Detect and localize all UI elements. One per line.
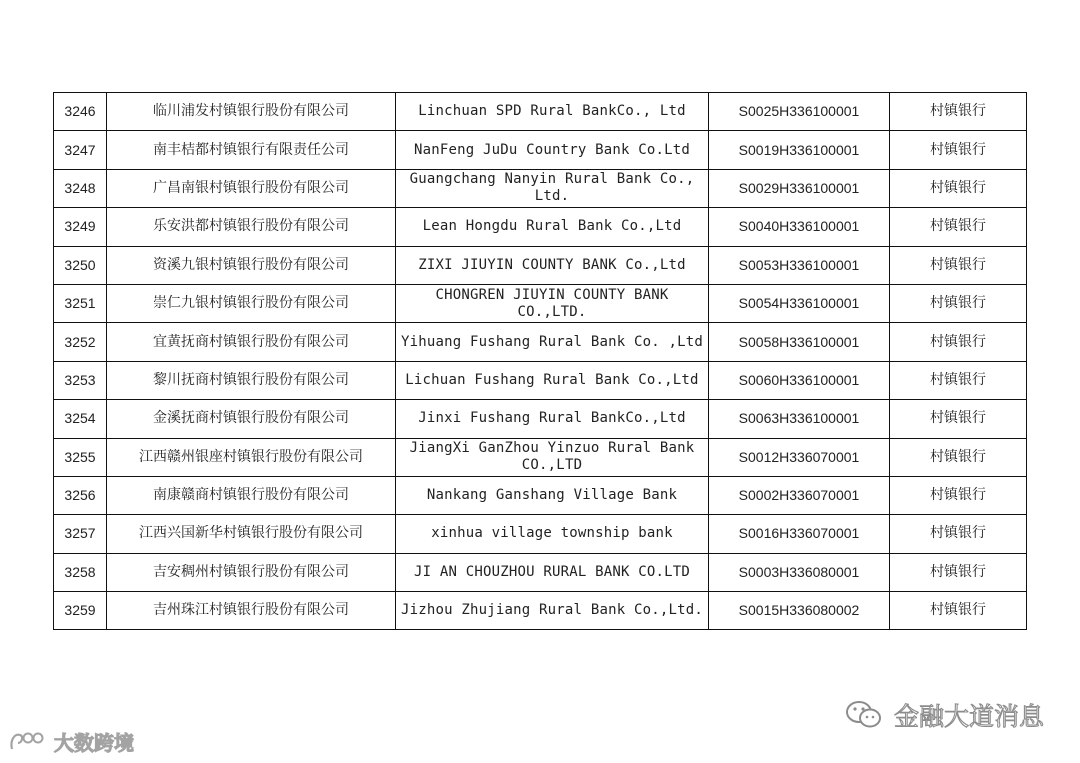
cell-license-code: S0002H336070001 <box>709 476 890 514</box>
cell-license-code: S0003H336080001 <box>709 553 890 591</box>
cell-english-name: xinhua village township bank <box>396 515 709 553</box>
cell-institution-type: 村镇银行 <box>890 515 1027 553</box>
cell-institution-type: 村镇银行 <box>890 553 1027 591</box>
cell-institution-type: 村镇银行 <box>890 438 1027 476</box>
cell-chinese-name: 南康赣商村镇银行股份有限公司 <box>107 476 396 514</box>
table-row <box>54 515 1027 553</box>
cell-institution-type: 村镇银行 <box>890 361 1027 399</box>
cell-english-name: CHONGREN JIUYIN COUNTY BANK CO.,LTD. <box>396 284 709 322</box>
table-row <box>54 476 1027 514</box>
cell-number: 3254 <box>54 400 107 438</box>
cell-institution-type: 村镇银行 <box>890 284 1027 322</box>
cell-number: 3257 <box>54 515 107 553</box>
cell-chinese-name: 崇仁九银村镇银行股份有限公司 <box>107 284 396 322</box>
cell-license-code: S0063H336100001 <box>709 400 890 438</box>
table-row <box>54 131 1027 169</box>
cell-chinese-name: 乐安洪都村镇银行股份有限公司 <box>107 208 396 246</box>
cell-number: 3252 <box>54 323 107 361</box>
cell-number: 3248 <box>54 169 107 207</box>
cell-number: 3255 <box>54 438 107 476</box>
cell-license-code: S0053H336100001 <box>709 246 890 284</box>
cell-number: 3246 <box>54 93 107 131</box>
cell-institution-type: 村镇银行 <box>890 93 1027 131</box>
cell-license-code: S0016H336070001 <box>709 515 890 553</box>
bank-list-body <box>54 93 1027 630</box>
cell-english-name: JI AN CHOUZHOU RURAL BANK CO.LTD <box>396 553 709 591</box>
cell-number: 3258 <box>54 553 107 591</box>
cell-license-code: S0029H336100001 <box>709 169 890 207</box>
cell-english-name: Linchuan SPD Rural BankCo., Ltd <box>396 93 709 131</box>
cell-number: 3256 <box>54 476 107 514</box>
cell-english-name: Lichuan Fushang Rural Bank Co.,Ltd <box>396 361 709 399</box>
table-row <box>54 246 1027 284</box>
table-row <box>54 361 1027 399</box>
cell-chinese-name: 资溪九银村镇银行股份有限公司 <box>107 246 396 284</box>
cell-institution-type: 村镇银行 <box>890 400 1027 438</box>
cell-chinese-name: 江西赣州银座村镇银行股份有限公司 <box>107 438 396 476</box>
watermark-brand <box>8 726 134 756</box>
table-row <box>54 592 1027 630</box>
cell-number: 3259 <box>54 592 107 630</box>
table-row <box>54 400 1027 438</box>
cell-chinese-name: 临川浦发村镇银行股份有限公司 <box>107 93 396 131</box>
cell-license-code: S0040H336100001 <box>709 208 890 246</box>
cell-institution-type: 村镇银行 <box>890 592 1027 630</box>
cell-english-name: JiangXi GanZhou Yinzuo Rural Bank CO.,LTD <box>396 438 709 476</box>
cell-chinese-name: 黎川抚商村镇银行股份有限公司 <box>107 361 396 399</box>
cell-license-code: S0015H336080002 <box>709 592 890 630</box>
cell-institution-type: 村镇银行 <box>890 246 1027 284</box>
table-row <box>54 438 1027 476</box>
cell-license-code: S0060H336100001 <box>709 361 890 399</box>
watermark-brand-text: 大数跨境 <box>54 730 134 755</box>
wechat-icon <box>844 699 884 731</box>
cell-institution-type: 村镇银行 <box>890 169 1027 207</box>
cell-english-name: Jinxi Fushang Rural BankCo.,Ltd <box>396 400 709 438</box>
cell-chinese-name: 宜黄抚商村镇银行股份有限公司 <box>107 323 396 361</box>
cell-license-code: S0012H336070001 <box>709 438 890 476</box>
cell-chinese-name: 金溪抚商村镇银行股份有限公司 <box>107 400 396 438</box>
cell-license-code: S0054H336100001 <box>709 284 890 322</box>
cell-english-name: Yihuang Fushang Rural Bank Co. ,Ltd <box>396 323 709 361</box>
cell-institution-type: 村镇银行 <box>890 476 1027 514</box>
cell-chinese-name: 吉州珠江村镇银行股份有限公司 <box>107 592 396 630</box>
watermark-account-text: 金融大道消息 <box>893 702 1044 731</box>
cell-english-name: ZIXI JIUYIN COUNTY BANK Co.,Ltd <box>396 246 709 284</box>
table-row <box>54 553 1027 591</box>
cell-license-code: S0025H336100001 <box>709 93 890 131</box>
cell-english-name: Lean Hongdu Rural Bank Co.,Ltd <box>396 208 709 246</box>
cell-number: 3253 <box>54 361 107 399</box>
table-row <box>54 93 1027 131</box>
cell-english-name: NanFeng JuDu Country Bank Co.Ltd <box>396 131 709 169</box>
brand-logo-icon <box>8 729 48 753</box>
cell-number: 3249 <box>54 208 107 246</box>
watermark-account <box>844 697 1044 733</box>
cell-institution-type: 村镇银行 <box>890 208 1027 246</box>
cell-number: 3251 <box>54 284 107 322</box>
cell-english-name: Guangchang Nanyin Rural Bank Co., Ltd. <box>396 169 709 207</box>
cell-english-name: Jizhou Zhujiang Rural Bank Co.,Ltd. <box>396 592 709 630</box>
table-row <box>54 284 1027 322</box>
bank-list-table <box>53 92 1027 630</box>
cell-chinese-name: 江西兴国新华村镇银行股份有限公司 <box>107 515 396 553</box>
cell-chinese-name: 吉安稠州村镇银行股份有限公司 <box>107 553 396 591</box>
cell-license-code: S0019H336100001 <box>709 131 890 169</box>
cell-institution-type: 村镇银行 <box>890 131 1027 169</box>
cell-number: 3250 <box>54 246 107 284</box>
cell-chinese-name: 广昌南银村镇银行股份有限公司 <box>107 169 396 207</box>
cell-chinese-name: 南丰桔都村镇银行有限责任公司 <box>107 131 396 169</box>
cell-number: 3247 <box>54 131 107 169</box>
cell-license-code: S0058H336100001 <box>709 323 890 361</box>
table-row <box>54 208 1027 246</box>
table-row <box>54 323 1027 361</box>
cell-english-name: Nankang Ganshang Village Bank <box>396 476 709 514</box>
cell-institution-type: 村镇银行 <box>890 323 1027 361</box>
table-row <box>54 169 1027 207</box>
